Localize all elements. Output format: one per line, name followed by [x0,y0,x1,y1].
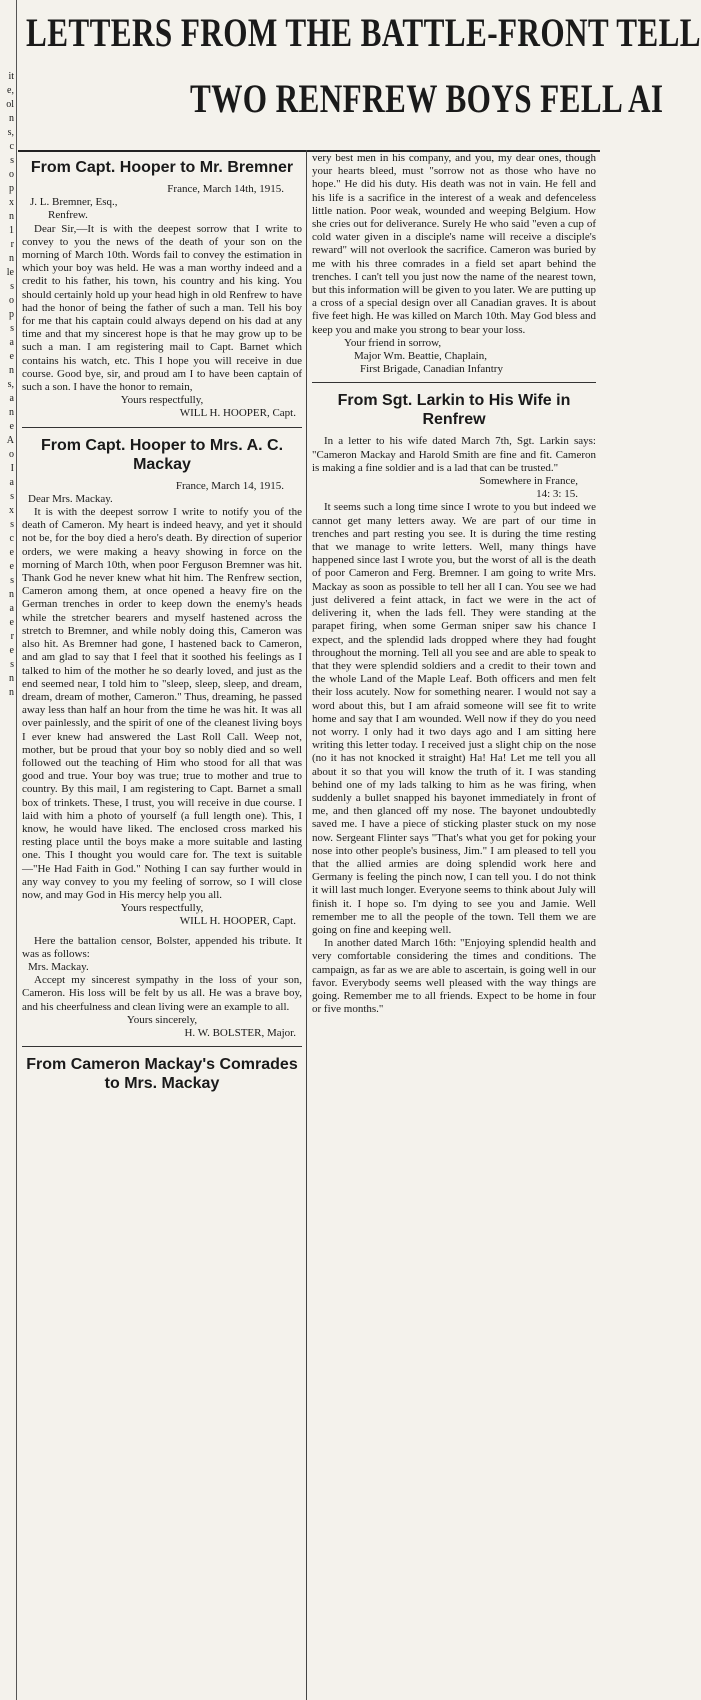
fragment-line: a [9,603,14,614]
letter2-closing: Yours respectfully, [120,902,204,915]
fragment-line: c [9,533,14,544]
letter2-salutation: Dear Mrs. Mackay. [28,492,113,505]
chaplain-unit: First Brigade, Canadian Infantry [360,363,503,376]
fragment-line: s [10,281,14,292]
fragment-line: e [9,617,14,628]
letter2-signature: WILL H. HOOPER, Capt. [179,915,296,928]
divider [22,427,302,428]
fragment-line: o [9,169,14,180]
fragment-line: s, [7,379,14,390]
censor-body: Accept my sincerest sympathy in the loss of your son, Cameron. His loss will be felt by us all. He was a brave boy, and his cheerfulness and clean living were an example to all. [22,974,302,1013]
fragment-line: A [6,435,14,446]
adjacent-column-fragment [0,0,17,1700]
fragment-line: n [9,211,14,222]
letter4-intro: In a letter to his wife dated March 7th, Sgt. Larkin says: "Cameron Mackay and Harold Smith are fine and fit. Cameron is making a fine soldier and is a lad that can be trusted." [312,435,596,474]
fragment-line: c [9,141,14,152]
letter4-dateline-2: 14: 3: 15. [536,488,578,501]
chaplain-body: very best men in his company, and you, my dear ones, though your hearts bleed, must "sorrow not as those who have no hope." He did his duty. His death was not in vain. He fell and his life is a sacrifice in the interest of a weak and defenceless little nation. Poor weak, wounded and weeping Belgium. How she cries out for deliverance. Surely He who said "even a cup of cold water given in a disciple's name will receive a disciple's reward" will not overlook the sacrifice. Cameron was buried by me with his three comrades in a field set apart behind the trenches. I can't tell you just now the name of the nearest town, but this information will be given to you later. We are putting up a cross of a special design over all Canadian graves. It is about five feet high. He was killed on March 10th. May God bless and keep you and make you strong to bear your loss. [312,152,596,336]
fragment-line: s [10,519,14,530]
chaplain-closing: Your friend in sorrow, [344,336,442,349]
fragment-line: s [10,491,14,502]
fragment-line: o [9,295,14,306]
fragment-line: x [9,505,14,516]
fragment-line: s [10,659,14,670]
fragment-line: n [9,687,14,698]
letter1-place: Renfrew. [48,209,88,222]
censor-closing: Yours sincerely, [126,1013,198,1026]
letter2-body: It is with the deepest sorrow I write to notify you of the death of Cameron. My heart is indeed heavy, and yet it should not be, for the boy died a hero's death. By direction of superior orders, we were making a heavy showing in force on the morning of March 10th, when poor Ferguson Bremner was hit. Thank God he never knew what hit him. The Renfrew section, Cameron among them, at once opened a heavy fire on the German trenches in order to keep down the enemy's heads while the stretcher bearers and myself hastened across the stretch to Bremner, and while nobly doing this, Cameron was also hit. As Bremner had gone, I hastened back to Cameron, and am glad to say that I feel that it soothed his feelings as I talked to him of the mother he so dearly loved, and just as the end seemed near, I told him to "sleep, sleep, sleep, and dream, dream, dream of mother, Cameron." Thus, dreaming, he passed away less than half an hour from the time he was hit. It was all over painlessly, and the spirit of one of the cleanest living boys I ever knew had answered the Last Roll Call. Weep not, mother, but be proud that your boy so nobly died and so well followed out the teaching of Him who stood for all that was good and true. Your boy was true; true to mother and true to country. By this mail, I am registering to Capt. Barnet a small box of trinkets. These, I trust, you will receive in due course. I laid with him a photo of yourself (a full length one). This, I know, he would have liked. The enclosed cross marked his resting place until the boys make a more suitable and lasting one. This I thought you would care for. The text is suitable—"He Had Faith in God." Nothing I can say further would in any way convey to you my feeling of sorrow, so I will close now, and may God in His mercy help you all. [22,506,302,901]
fragment-line: e [9,421,14,432]
letter4-postscript: In another dated March 16th: "Enjoying splendid health and very comfortable considering the times and conditions. The campaign, as far as we are able to ascertain, is going well in our favor. Everybody seems well pleased with the way things are going. Remember me to all friends. Expect to be home in four or five months." [312,937,596,1016]
right-column [312,150,596,1016]
headline-line-1: LETTERS FROM THE BATTLE-FRONT TELL [26,10,701,55]
letter1-title: From Capt. Hooper to Mr. Bremner [30,159,294,176]
fragment-line: r [10,239,14,250]
headline-line-2: TWO RENFREW BOYS FELL AI [190,76,664,121]
fragment-line: e [9,645,14,656]
fragment-line: s [10,155,14,166]
fragment-line: le [6,267,14,278]
fragment-line: e [9,351,14,362]
letter1-signature: WILL H. HOOPER, Capt. [179,407,296,420]
divider [22,1046,302,1047]
letter1-closing: Yours respectfully, [120,394,204,407]
censor-signature: H. W. BOLSTER, Major. [184,1026,296,1039]
headline [18,0,701,152]
censor-intro: Here the battalion censor, Bolster, appended his tribute. It was as follows: [22,934,302,960]
fragment-line: s [10,575,14,586]
fragment-line: e [9,547,14,558]
fragment-line: n [9,253,14,264]
fragment-line: s [10,323,14,334]
letter3-title: From Cameron Mackay's Comrades to Mrs. Mackay [26,1056,298,1093]
fragment-line: p [9,309,14,320]
fragment-line: n [9,673,14,684]
fragment-line: ol [6,99,14,110]
fragment-line: s, [7,127,14,138]
fragment-line: it [8,71,14,82]
fragment-line: 1 [9,225,14,236]
fragment-line: n [9,407,14,418]
fragment-line: n [9,113,14,124]
fragment-line: a [9,337,14,348]
fragment-line: a [9,477,14,488]
fragment-line: n [9,365,14,376]
fragment-line: p [9,183,14,194]
letter1-dateline: France, March 14th, 1915. [167,183,284,195]
letter4-body: It seems such a long time since I wrote to you but indeed we cannot get many letters away. We are part of our time in trenches and part resting you see. It is during the time resting that we manage to write letters. Well, many things have happened since last I wrote you, but the worst of all is the death of poor Cameron and Ferg. Bremner. I am going to write Mrs. Mackay as soon as possible to tell her all I can. You see we had just delivered a feint attack, in fact we were in the act of delivering it, when the lads fell. They were standing at the parapet firing, when some German sniper saw his chance I expect, and the splendid lads dropped where they had fought throughout the morning. Tell all you see and are able to speak to that they were splendid soldiers and a credit to their town and the whole Land of the Maple Leaf. Both officers and men felt their loss acutely. Now for something nearer. I would not say a word about this, but I am afraid someone will see fit to write home and say that I am wounded. Well now if they do you need not worry. I only had it two days ago and I am sitting here writing this letter today. I received just a slight chip on the nose (no it has not knocked it straight) Ha! Ha! Let me tell you all about it so that you will know the truth of it. I was standing behind one of my lads talking to him as he was firing, when suddenly a bullet snapped his bayonet immediately in front of me, and then glanced off my nose. The bayonet undoubtedly saved me. I have a piece of sticking plaster stuck on my nose now. Sergeant Flinter says "That's what you get for poking your nose into other people's business, Jim." I am pleased to tell you that the allied armies are doing splendid work here and Germany is feeling the pinch now, I can tell you. I do not think it will last much longer. Everyone seems to think about July will finish it. I hope so. I'm dying to see you and Jamie. Well remember me to all the people of the town. Tell them we are going on fine and keeping well. [312,501,596,936]
fragment-line: e [9,561,14,572]
chaplain-signature: Major Wm. Beattie, Chaplain, [354,350,487,363]
letter2-dateline: France, March 14, 1915. [175,479,284,492]
left-column [22,150,302,1099]
fragment-line: x [9,197,14,208]
fragment-line: n [9,589,14,600]
fragment-line: e, [7,85,14,96]
letter4-title: From Sgt. Larkin to His Wife in Renfrew [337,392,571,429]
letter1-body: Dear Sir,—It is with the deepest sorrow that I write to convey to you the news of the death of your son on the morning of March 10th. Words fail to convey the estimation in which your boy was held. He was a man worthy indeed and a credit to his father, his town, his country and his king. You should certainly hold up your head high in old Renfrew to have had the honor of being the father of such a man. Tell his boy for me that his captain could always depend on his dad at any time and that my sincerest hope is that he may grow up to be such a man. I am registering mail to Capt. Barnet which contains his watch, etc. This I hope you will receive in due course. Good bye, sir, and proud am I to have been captain of such a son. I have the honor to remain, [22,222,302,394]
letter1-addressee: J. L. Bremner, Esq., [30,196,118,209]
column-divider [306,150,307,1700]
divider [312,382,596,383]
fragment-line: a [9,393,14,404]
fragment-line: o [9,449,14,460]
fragment-line: I [10,463,14,474]
fragment-line: r [10,631,14,642]
letter2-title: From Capt. Hooper to Mrs. A. C. Mackay [40,436,284,473]
letter4-dateline-1: Somewhere in France, [479,475,578,488]
censor-salutation: Mrs. Mackay. [28,960,89,973]
